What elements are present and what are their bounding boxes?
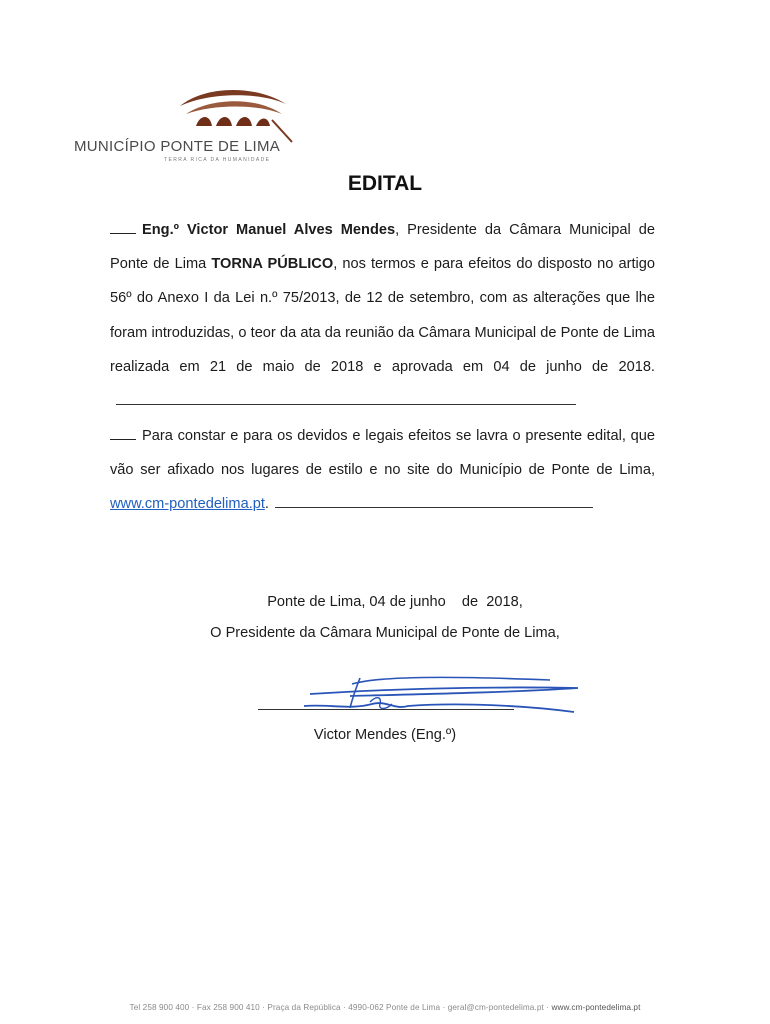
- bridge-arches-icon: [174, 84, 294, 144]
- paragraph-text: Para constar e para os devidos e legais efeitos se lavra o presente edital, que vão ser afixado nos lugares de estilo e no site do Município de Ponte de Lima,: [110, 428, 655, 479]
- paragraph-tail: .: [264, 496, 269, 513]
- handwritten-signature: [290, 666, 590, 722]
- closing-paragraph: [110, 419, 655, 522]
- signature-line: [258, 709, 514, 710]
- fill-line: [116, 392, 576, 405]
- blank-line: [110, 426, 136, 440]
- website-link[interactable]: www.cm-pontedelima.pt: [110, 496, 265, 513]
- footer-contact-text: Tel 258 900 400 · Fax 258 900 410 · Praça da República · 4990-062 Ponte de Lima · geral@cm-pontedelima.pt ·: [129, 1003, 552, 1012]
- logo-wordmark: MUNICÍPIO PONTE DE LIMA: [74, 138, 281, 155]
- paragraph-text: , Presidente da Câmara Municipal de Ponte de Lima: [110, 222, 655, 273]
- torna-publico: TORNA PÚBLICO: [211, 256, 334, 273]
- municipality-logo: [74, 84, 304, 168]
- president-name: Eng.º Victor Manuel Alves Mendes: [142, 222, 396, 238]
- announcement-paragraph: [110, 213, 655, 418]
- footer-url: www.cm-pontedelima.pt: [551, 1003, 641, 1012]
- footer-contacts: [0, 1003, 770, 1012]
- president-title-line: O Presidente da Câmara Municipal de Ponte de Lima,: [210, 625, 560, 641]
- place-date: Ponte de Lima, 04 de junho de 2018,: [267, 594, 523, 610]
- document-title: EDITAL: [347, 172, 423, 195]
- fill-line: [275, 495, 593, 508]
- signer-name: Victor Mendes (Eng.º): [313, 727, 457, 743]
- logo-tagline: TERRA RICA DA HUMANIDADE: [164, 157, 271, 163]
- paragraph-text: , nos termos e para efeitos do disposto no artigo 56º do Anexo I da Lei n.º 75/2013, de 12 de setembro, com as alterações que lhe foram introduzidas, o teor da ata da reunião da Câmara Municipal de Ponte de Lima realizada em 21 de maio de 2018 e aprovada em 04 de junho de 2018.: [110, 256, 655, 375]
- blank-line: [110, 220, 136, 234]
